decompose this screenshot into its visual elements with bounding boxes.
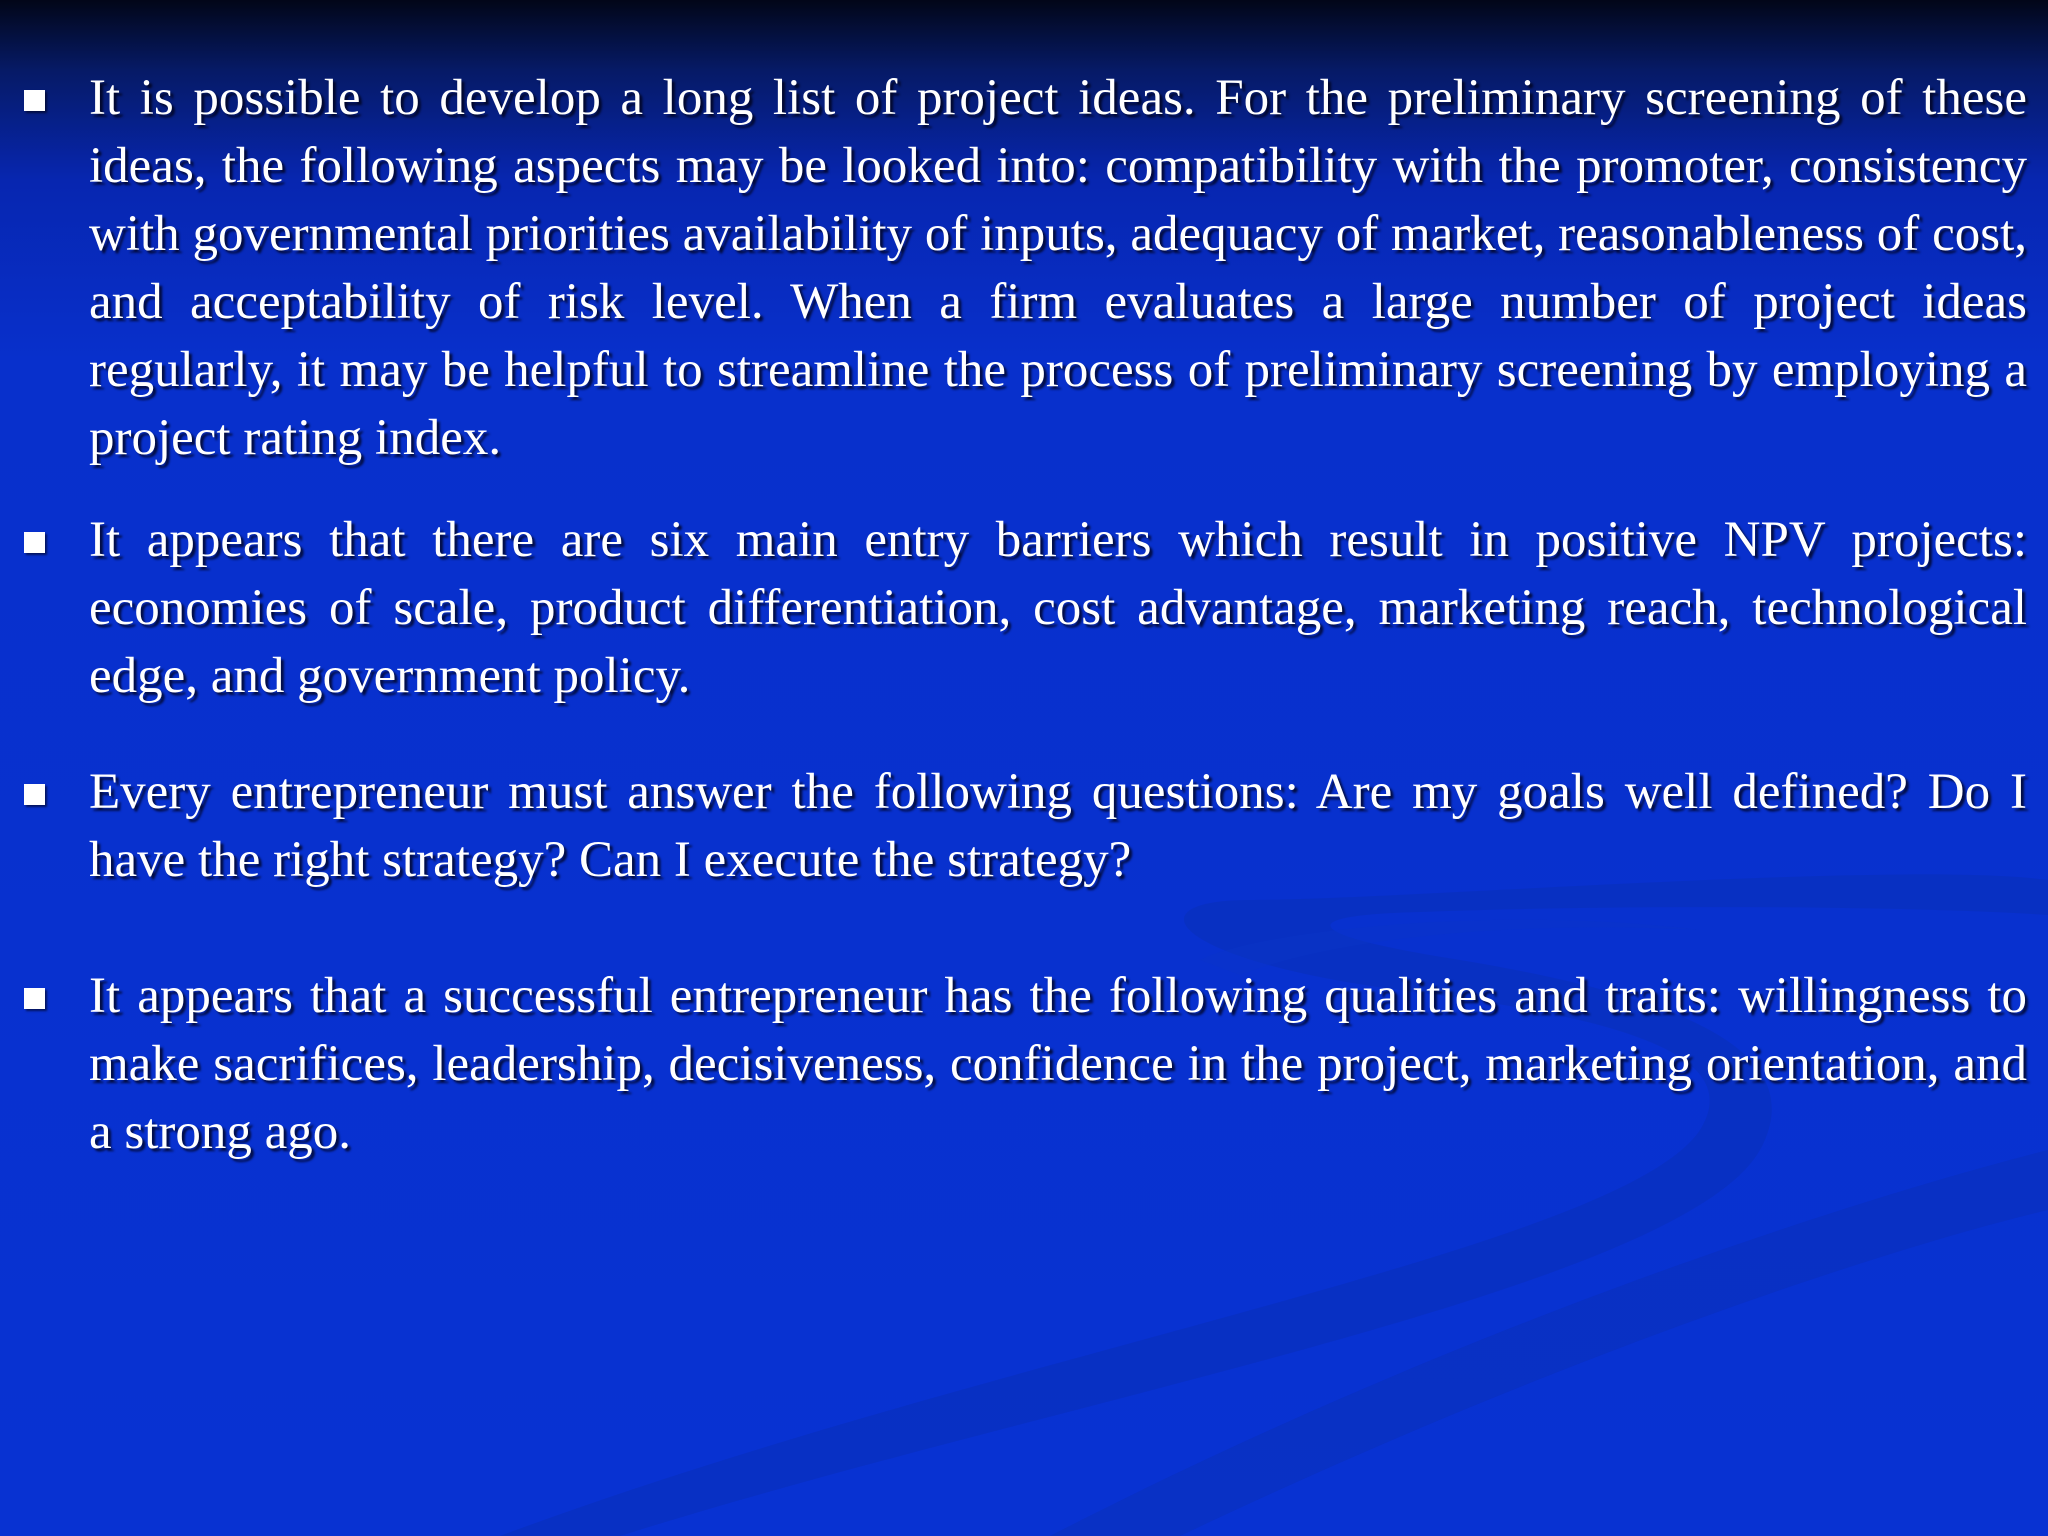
bullet-item: [22, 962, 2027, 1166]
square-bullet-icon: [24, 90, 45, 111]
bullet-text: It appears that there are six main entry barriers which result in positive NPV projects: economies of scale, product differentiation, cost advantage, marketing reach, technological edge, and government policy.: [89, 512, 2027, 704]
square-bullet-icon: [24, 532, 45, 553]
square-bullet-icon: [24, 988, 45, 1009]
bullet-item: [22, 758, 2027, 894]
bullet-item: [22, 64, 2027, 472]
bullet-item: [22, 506, 2027, 710]
bullet-list: [22, 64, 2027, 1166]
bullet-text: Every entrepreneur must answer the following questions: Are my goals well defined? Do I have the right strategy? Can I execute the strategy?: [89, 764, 2027, 888]
bullet-text: It appears that a successful entrepreneur has the following qualities and traits: willingness to make sacrifices, leadership, decisiveness, confidence in the project, marketing orientation, and a strong ago.: [89, 968, 2027, 1160]
square-bullet-icon: [24, 784, 45, 805]
bullet-text: It is possible to develop a long list of project ideas. For the preliminary screening of these ideas, the following aspects may be looked into: compatibility with the promoter, consistency with governmental priorities availability of inputs, adequacy of market, reasonableness of cost, and acceptability of risk level. When a firm evaluates a large number of project ideas regularly, it may be helpful to streamline the process of preliminary screening by employing a project rating index.: [89, 70, 2027, 466]
